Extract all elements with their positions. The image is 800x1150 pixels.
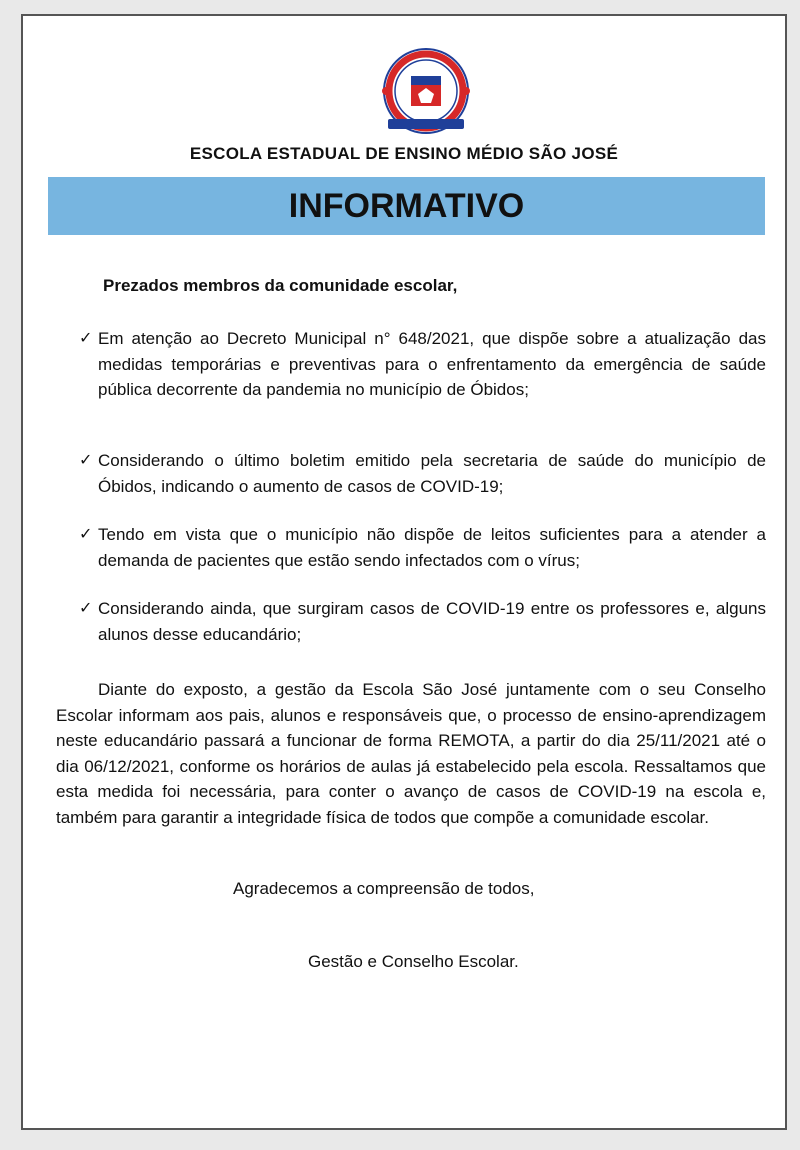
school-name: ESCOLA ESTADUAL DE ENSINO MÉDIO SÃO JOSÉ bbox=[189, 144, 619, 163]
list-item-text: Tendo em vista que o município não dispõe de leitos suficientes para a atender a demanda de pacientes que estão sendo infectados com o vírus; bbox=[98, 525, 766, 570]
banner-title: INFORMATIVO bbox=[288, 186, 525, 225]
signature: Gestão e Conselho Escolar. bbox=[308, 952, 519, 971]
check-icon: ✓ bbox=[79, 330, 93, 347]
school-seal-logo bbox=[378, 46, 474, 136]
list-item-text: Considerando o último boletim emitido pela secretaria de saúde do município de Óbidos, indicando o aumento de casos de COVID-19; bbox=[98, 451, 766, 496]
check-icon: ✓ bbox=[79, 526, 93, 543]
greeting: Prezados membros da comunidade escolar, bbox=[103, 276, 458, 295]
document-page bbox=[21, 14, 787, 1130]
main-paragraph: Diante do exposto, a gestão da Escola São José juntamente com o seu Conselho Escolar informam aos pais, alunos e responsáveis que, o processo de ensino-aprendizagem neste educandário passará a funcionar de forma REMOTA, a partir do dia 25/11/2021 até o dia 06/12/2021, conforme os horários de aulas já estabelecido pela escola. Ressaltamos que esta medida foi necessária, para conter o avanço de casos de COVID-19 na escola e, também para garantir a integridade física de todos que compõe a comunidade escolar. bbox=[56, 680, 766, 827]
title-banner bbox=[48, 177, 765, 235]
check-icon: ✓ bbox=[79, 452, 93, 469]
list-item-text: Considerando ainda, que surgiram casos de COVID-19 entre os professores e, alguns alunos desse educandário; bbox=[98, 599, 766, 644]
closing-thanks: Agradecemos a compreensão de todos, bbox=[233, 879, 535, 898]
list-item-text: Em atenção ao Decreto Municipal n° 648/2021, que dispõe sobre a atualização das medidas temporárias e preventivas para o enfrentamento da emergência de saúde pública decorrente da pandemia no município de Óbidos; bbox=[98, 329, 766, 399]
check-icon: ✓ bbox=[79, 600, 93, 617]
